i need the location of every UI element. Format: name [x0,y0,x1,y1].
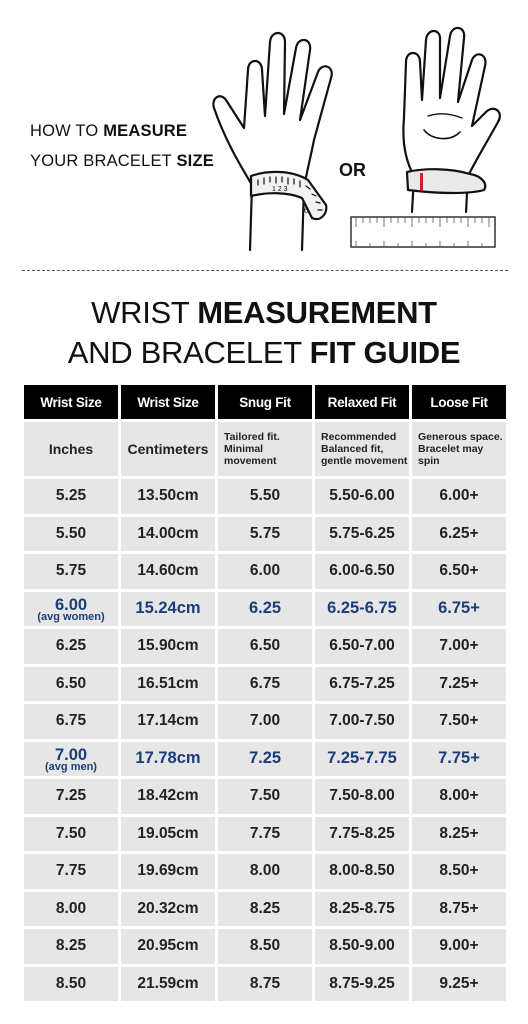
wrist-inches-value: 7.00 [54,745,88,764]
average-tag: (avg women) [37,610,105,623]
hands-illustration [0,0,528,262]
table-row [24,817,506,852]
cell-relaxed: 5.75-6.25 [315,517,409,552]
cell-relaxed: 7.00-7.50 [315,704,409,739]
cell-in: 6.25 [24,629,118,664]
cell-cm: 15.24cm [121,592,215,627]
table-row [24,629,506,664]
table-row [24,517,506,552]
cell-snug: 5.50 [218,479,312,514]
cell-snug: 7.75 [218,817,312,852]
cell-in: 6.75 [24,704,118,739]
cell-loose: 7.75+ [412,742,506,777]
cell-relaxed: 6.00-6.50 [315,554,409,589]
subheader-relaxed: Recommended Balanced fit, gentle movement [315,422,409,476]
column-header: Snug Fit [218,385,312,419]
or-label: OR [339,160,366,180]
subheader-inches: Inches [24,422,118,476]
table-row [24,854,506,889]
column-header: Wrist Size [24,385,118,419]
fit-guide-table [21,382,509,1004]
cell-in: 7.75 [24,854,118,889]
column-header: Relaxed Fit [315,385,409,419]
cell-loose: 6.25+ [412,517,506,552]
cell-in: 5.25 [24,479,118,514]
cell-in [24,742,118,777]
cell-snug: 6.50 [218,629,312,664]
table-subheader-row [24,422,506,476]
cell-cm: 14.00cm [121,517,215,552]
cell-relaxed: 6.75-7.25 [315,667,409,702]
cell-cm: 21.59cm [121,967,215,1002]
cell-loose: 6.00+ [412,479,506,514]
cell-snug: 8.00 [218,854,312,889]
table-header-row [24,385,506,419]
cell-in: 8.25 [24,929,118,964]
cell-cm: 13.50cm [121,479,215,514]
cell-relaxed: 5.50-6.00 [315,479,409,514]
subheader-loose: Generous space. Bracelet may spin [412,422,506,476]
cell-cm: 17.14cm [121,704,215,739]
cell-snug: 6.00 [218,554,312,589]
column-header: Loose Fit [412,385,506,419]
cell-in: 7.25 [24,779,118,814]
cell-loose: 8.00+ [412,779,506,814]
cell-snug: 5.75 [218,517,312,552]
cell-loose: 7.50+ [412,704,506,739]
hand-palm-strip-icon [403,28,499,212]
cell-in: 8.50 [24,967,118,1002]
cell-relaxed: 8.50-9.00 [315,929,409,964]
cell-relaxed: 8.00-8.50 [315,854,409,889]
table-row [24,554,506,589]
cell-cm: 19.05cm [121,817,215,852]
cell-relaxed: 8.25-8.75 [315,892,409,927]
column-header: Wrist Size [121,385,215,419]
cell-cm: 14.60cm [121,554,215,589]
cell-loose: 7.00+ [412,629,506,664]
cell-snug: 6.25 [218,592,312,627]
subheader-snug: Tailored fit. Minimal movement [218,422,312,476]
measure-illustration-section [0,0,528,262]
table-row [24,892,506,927]
cell-cm: 16.51cm [121,667,215,702]
cell-loose: 6.50+ [412,554,506,589]
cell-cm: 19.69cm [121,854,215,889]
cell-snug: 6.75 [218,667,312,702]
cell-snug: 7.50 [218,779,312,814]
table-row [24,479,506,514]
cell-relaxed: 6.25-6.75 [315,592,409,627]
cell-loose: 8.50+ [412,854,506,889]
cell-loose: 6.75+ [412,592,506,627]
cell-relaxed: 6.50-7.00 [315,629,409,664]
cell-in: 5.75 [24,554,118,589]
cell-snug: 7.25 [218,742,312,777]
svg-text:6: 6 [304,206,309,215]
cell-cm: 20.95cm [121,929,215,964]
subheader-centimeters: Centimeters [121,422,215,476]
cell-cm: 18.42cm [121,779,215,814]
cell-loose: 7.25+ [412,667,506,702]
average-tag: (avg men) [45,760,97,773]
cell-in: 7.50 [24,817,118,852]
cell-snug: 8.75 [218,967,312,1002]
section-divider [22,270,508,271]
cell-relaxed: 7.75-8.25 [315,817,409,852]
how-to-measure-heading: HOW TO MEASURE YOUR BRACELET SIZE [30,122,214,170]
cell-relaxed: 7.50-8.00 [315,779,409,814]
wrist-inches-value: 6.00 [54,595,88,614]
table-row [24,929,506,964]
table-row [24,779,506,814]
cell-cm: 15.90cm [121,629,215,664]
cell-cm: 17.78cm [121,742,215,777]
cell-in: 5.50 [24,517,118,552]
cell-in: 8.00 [24,892,118,927]
ruler-icon [351,217,495,247]
table-row [24,967,506,1002]
table-row [24,667,506,702]
table-row [24,592,506,627]
cell-cm: 20.32cm [121,892,215,927]
cell-loose: 8.75+ [412,892,506,927]
cell-relaxed: 8.75-9.25 [315,967,409,1002]
cell-in [24,592,118,627]
cell-loose: 9.00+ [412,929,506,964]
cell-snug: 8.25 [218,892,312,927]
page-title: WRIST MEASUREMENT AND BRACELET FIT GUIDE [67,295,461,370]
cell-loose: 8.25+ [412,817,506,852]
cell-snug: 8.50 [218,929,312,964]
table-row [24,742,506,777]
table-row [24,704,506,739]
cell-relaxed: 7.25-7.75 [315,742,409,777]
cell-loose: 9.25+ [412,967,506,1002]
svg-text:1 2 3: 1 2 3 [272,186,288,193]
cell-snug: 7.00 [218,704,312,739]
cell-in: 6.50 [24,667,118,702]
hand-back-tape-icon [213,33,331,250]
